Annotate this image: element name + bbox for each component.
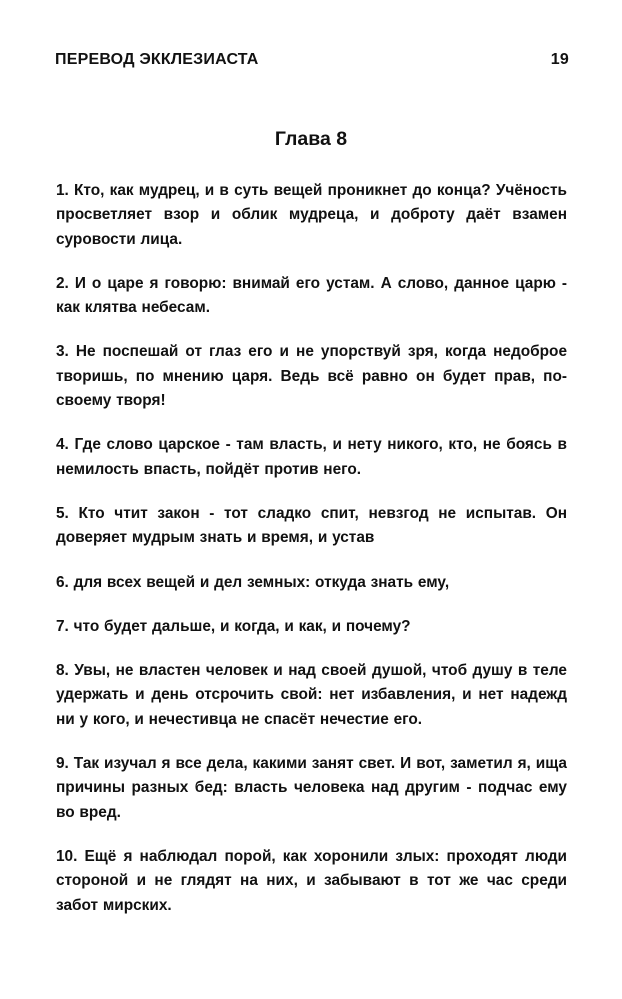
verse-list xyxy=(56,179,567,938)
verse-3: 3. Не поспешай от глаз его и не упорствуй зря, когда недоброе творишь, по мнению царя. Ведь всё равно он будет прав, по-своему творя! xyxy=(56,343,567,410)
chapter-title: Глава 8 xyxy=(274,128,348,150)
verse-2: 2. И о царе я говорю: внимай его устам. А слово, данное царю - как клятва небесам. xyxy=(56,274,567,317)
verse-10: 10. Ещё я наблюдал порой, как хоронили злых: проходят люди стороной и не глядят на них, и забывают в тот же час среди забот мирских. xyxy=(56,847,567,914)
page-number: 19 xyxy=(550,51,569,68)
verse-6: 6. для всех вещей и дел земных: откуда знать ему, xyxy=(56,573,450,591)
verse-8: 8. Увы, не властен человек и над своей душой, чтоб душу в теле удержать и день отсрочить свой: нет избавления, и нет надежд ни у кого, и нечестивца не спасёт нечестие его. xyxy=(56,662,567,728)
verse-5: 5. Кто чтит закон - тот сладко спит, невзгод не испытав. Он доверяет мудрым знать и время, и устав xyxy=(56,504,567,547)
running-header xyxy=(55,49,569,71)
verse-7: 7. что будет дальше, и когда, и как, и почему? xyxy=(56,617,411,635)
running-title: ПЕРЕВОД ЭККЛЕЗИАСТА xyxy=(55,51,259,68)
verse-9: 9. Так изучал я все дела, какими занят свет. И вот, заметил я, ища причины разных бед: власть человека над другим - подчас ему во вред. xyxy=(56,755,567,821)
verse-4: 4. Где слово царское - там власть, и нету никого, кто, не боясь в немилость впасть, пойдёт против него. xyxy=(56,436,567,478)
verse-1: 1. Кто, как мудрец, и в суть вещей проникнет до конца? Учёность просветляет взор и облик мудреца, и доброту даёт взамен суровости лица. xyxy=(56,182,567,248)
